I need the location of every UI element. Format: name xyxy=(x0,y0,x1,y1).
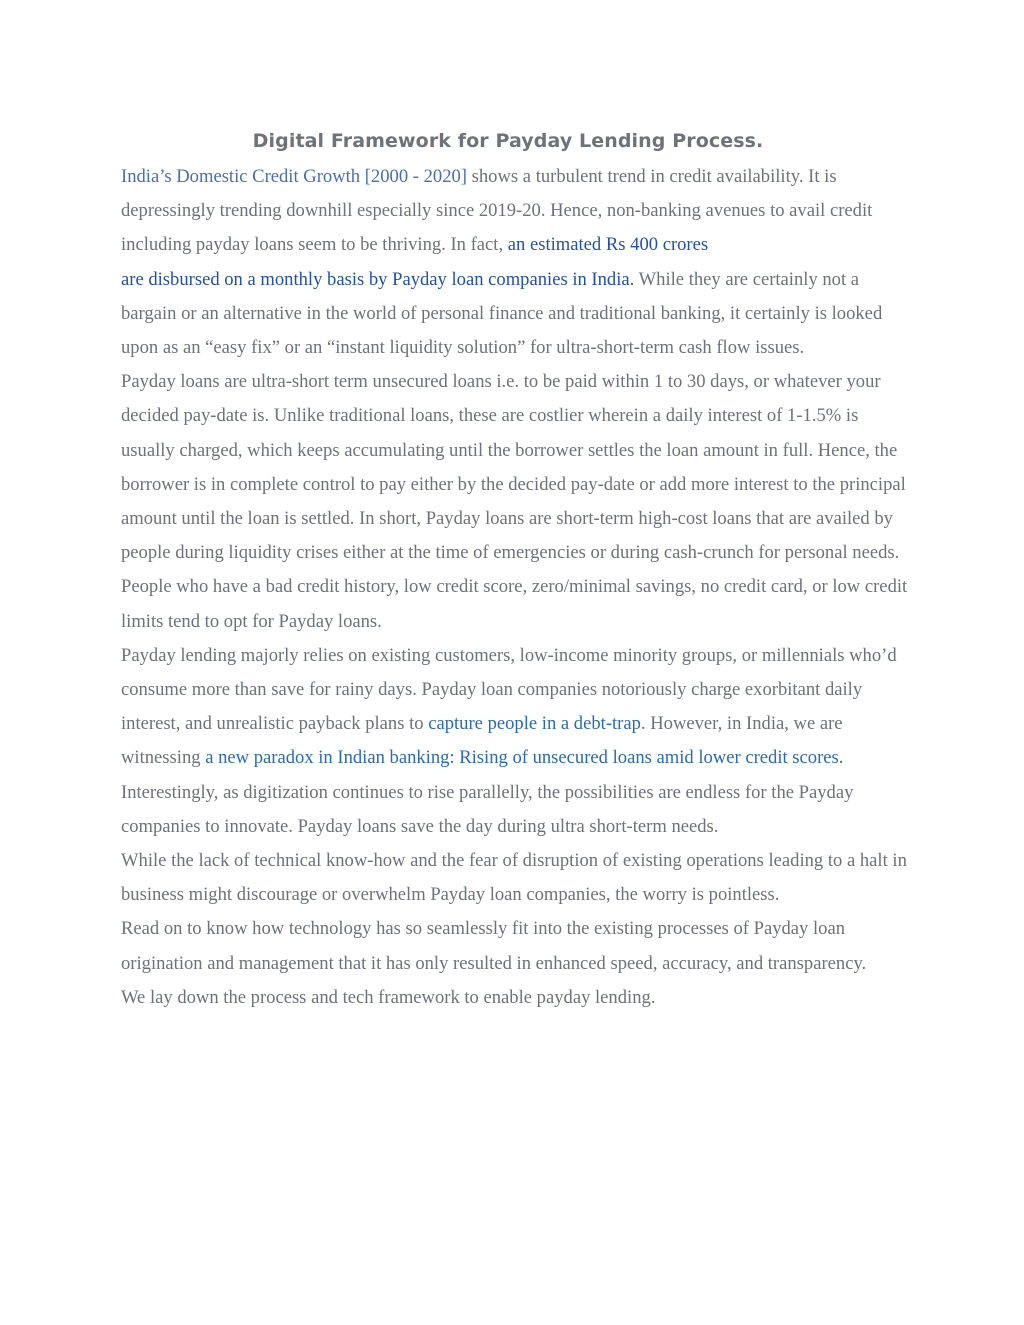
paragraph-payday-definition: Payday loans are ultra-short term unsecured loans i.e. to be paid within 1 to 30 days, or whatever your decided pay-date is. Unlike traditional loans, these are costlier wherein a daily interest of 1-1.5% is usually charged, which keeps accumulating until the borrower settles the loan amount in full. Hence, the borrower is in complete control to pay either by the decided pay-date or add more interest to the principal amount until the loan is settled. In short, Payday loans are short-term high-cost loans that are availed by people during liquidity crises either at the time of emergencies or during cash-crunch for personal needs. People who have a bad credit history, low credit score, zero/minimal savings, no credit card, or low credit limits tend to opt for Payday loans. xyxy=(121,371,908,632)
paragraph-framework: We lay down the process and tech framework to enable payday lending. xyxy=(121,986,656,1008)
page-title: Digital Framework for Payday Lending Process. xyxy=(252,130,764,152)
paragraph-text: Payday lending majorly relies on existing customers, low-income minority groups, or millennials who’d consume more than save for rainy days. Payday loan companies notoriously charge exorbitant daily interest, and unrealistic payback plans to xyxy=(121,644,897,735)
link-domestic-credit-growth[interactable]: India’s Domestic Credit Growth [2000 - 2020] xyxy=(121,166,467,187)
link-new-paradox[interactable]: a new paradox in Indian banking: Rising of unsecured loans amid lower credit scores. xyxy=(205,747,844,769)
paragraph-technical-know-how: While the lack of technical know-how and the fear of disruption of existing operations leading to a halt in business might discourage or overwhelm Payday loan companies, the worry is pointless. xyxy=(121,850,907,906)
paragraph-read-on: Read on to know how technology has so seamlessly fit into the existing processes of Payday loan origination and management that it has only resulted in enhanced speed, accuracy, and transparency. xyxy=(121,918,867,974)
document-body xyxy=(121,160,911,1015)
link-monthly-disbursed[interactable]: are disbursed on a monthly basis by Payday loan companies in India. xyxy=(121,268,635,290)
paragraph-intro xyxy=(121,160,911,365)
paragraph-text: shows a turbulent trend in credit availability. It is depressingly trending downhill especially since 2019-20. Hence, non-banking avenues to avail credit including payday loans seem to be thriving. In fact, xyxy=(121,166,873,256)
paragraph-text: While they are certainly not a bargain or an alternative in the world of personal finance and traditional banking, it certainly is looked upon as an “easy fix” or an “instant liquidity solution” for ultra-short-term cash flow issues. xyxy=(121,268,883,359)
link-rs-400-crores[interactable]: an estimated Rs 400 crores xyxy=(507,234,709,256)
link-debt-trap[interactable]: capture people in a debt-trap xyxy=(428,713,641,735)
paragraph-text: . However, in India, we are witnessing xyxy=(121,713,843,769)
paragraph-payday-lending xyxy=(121,639,911,844)
paragraph-text: Interestingly, as digitization continues to rise parallelly, the possibilities are endless for the Payday companies to innovate. Payday loans save the day during ultra short-term needs. xyxy=(121,781,854,837)
